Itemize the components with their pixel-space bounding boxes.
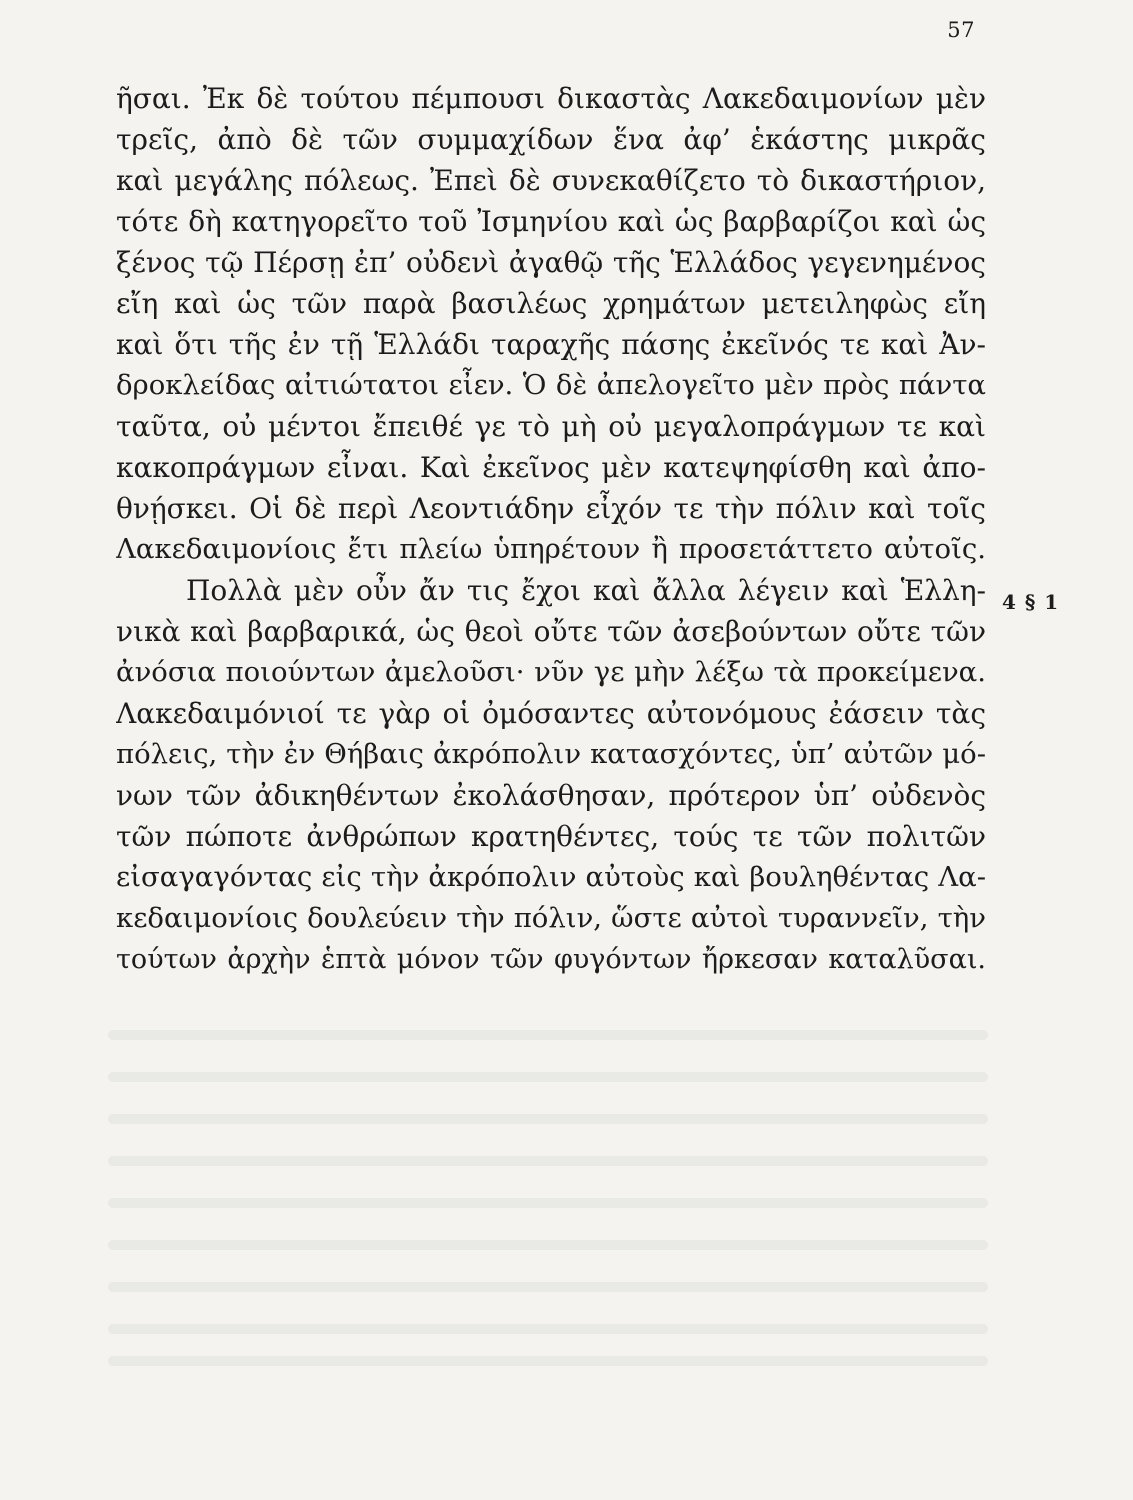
text-line: καὶ ὅτι τῆς ἐν τῇ Ἑλλάδι ταραχῆς πάσης ἐκεῖνός τε καὶ Ἀν- <box>116 328 986 361</box>
main-text <box>116 78 986 980</box>
text-line: ταῦτα, οὐ μέντοι ἔπειθέ γε τὸ μὴ οὐ μεγαλοπράγμων τε καὶ <box>116 410 986 443</box>
text-line: κεδαιμονίοις δουλεύειν τὴν πόλιν, ὥστε αὐτοὶ τυραννεῖν, τὴν <box>116 902 986 934</box>
paragraph-1 <box>116 78 986 570</box>
paragraph-2 <box>116 570 986 980</box>
text-line: Πολλὰ μὲν οὖν ἄν τις ἔχοι καὶ ἄλλα λέγειν καὶ Ἑλλη- <box>186 574 986 607</box>
text-line: Λακεδαιμόνιοί τε γὰρ οἱ ὀμόσαντες αὐτονόμους ἐάσειν τὰς <box>116 697 986 730</box>
text-line: πόλεις, τὴν ἐν Θήβαις ἀκρόπολιν κατασχόντες, ὑπ’ αὐτῶν μό- <box>116 738 986 770</box>
text-line: τούτων ἀρχὴν ἑπτὰ μόνον τῶν φυγόντων ἤρκεσαν καταλῦσαι. <box>116 944 986 975</box>
text-line: νικὰ καὶ βαρβαρικά, ὡς θεοὶ οὔτε τῶν ἀσεβούντων οὔτε τῶν <box>116 615 986 648</box>
text-line: δροκλείδας αἰτιώτατοι εἶεν. Ὁ δὲ ἀπελογεῖτο μὲν πρὸς πάντα <box>116 369 986 401</box>
margin-section-reference: 4 § 1 <box>1002 590 1060 614</box>
text-line: τῶν πώποτε ἀνθρώπων κρατηθέντες, τούς τε τῶν πολιτῶν <box>116 820 986 853</box>
text-line: Λακεδαιμονίοις ἔτι πλείω ὑπηρέτουν ἢ προσετάττετο αὐτοῖς. <box>116 533 986 565</box>
text-line: ῆσαι. Ἐκ δὲ τούτου πέμπουσι δικαστὰς Λακεδαιμονίων μὲν <box>116 82 986 115</box>
text-line: ἀνόσια ποιούντων ἀμελοῦσι· νῦν γε μὴν λέξω τὰ προκείμενα. <box>116 656 986 688</box>
text-line: θνῄσκει. Οἱ δὲ περὶ Λεοντιάδην εἶχόν τε τὴν πόλιν καὶ τοῖς <box>116 492 986 525</box>
text-line: κακοπράγμων εἶναι. Καὶ ἐκεῖνος μὲν κατεψηφίσθη καὶ ἀπο- <box>116 451 986 484</box>
text-line: νων τῶν ἀδικηθέντων ἐκολάσθησαν, πρότερον ὑπ’ οὐδενὸς <box>116 779 986 812</box>
page-number: 57 <box>947 18 975 42</box>
text-line: τότε δὴ κατηγορεῖτο τοῦ Ἰσμηνίου καὶ ὡς βαρβαρίζοι καὶ ὡς <box>116 205 986 238</box>
text-line: εἰσαγαγόντας εἰς τὴν ἀκρόπολιν αὐτοὺς καὶ βουληθέντας Λα- <box>116 861 986 893</box>
text-line: τρεῖς, ἀπὸ δὲ τῶν συμμαχίδων ἕνα ἀφ’ ἑκάστης μικρᾶς <box>116 123 986 156</box>
text-line: καὶ μεγάλης πόλεως. Ἐπεὶ δὲ συνεκαθίζετο τὸ δικαστήριον, <box>116 164 986 197</box>
text-line: εἴη καὶ ὡς τῶν παρὰ βασιλέως χρημάτων μετειληφὼς εἴη <box>116 287 986 320</box>
text-line: ξένος τῷ Πέρσῃ ἐπ’ οὐδενὶ ἀγαθῷ τῆς Ἑλλάδος γεγενημένος <box>116 246 986 279</box>
